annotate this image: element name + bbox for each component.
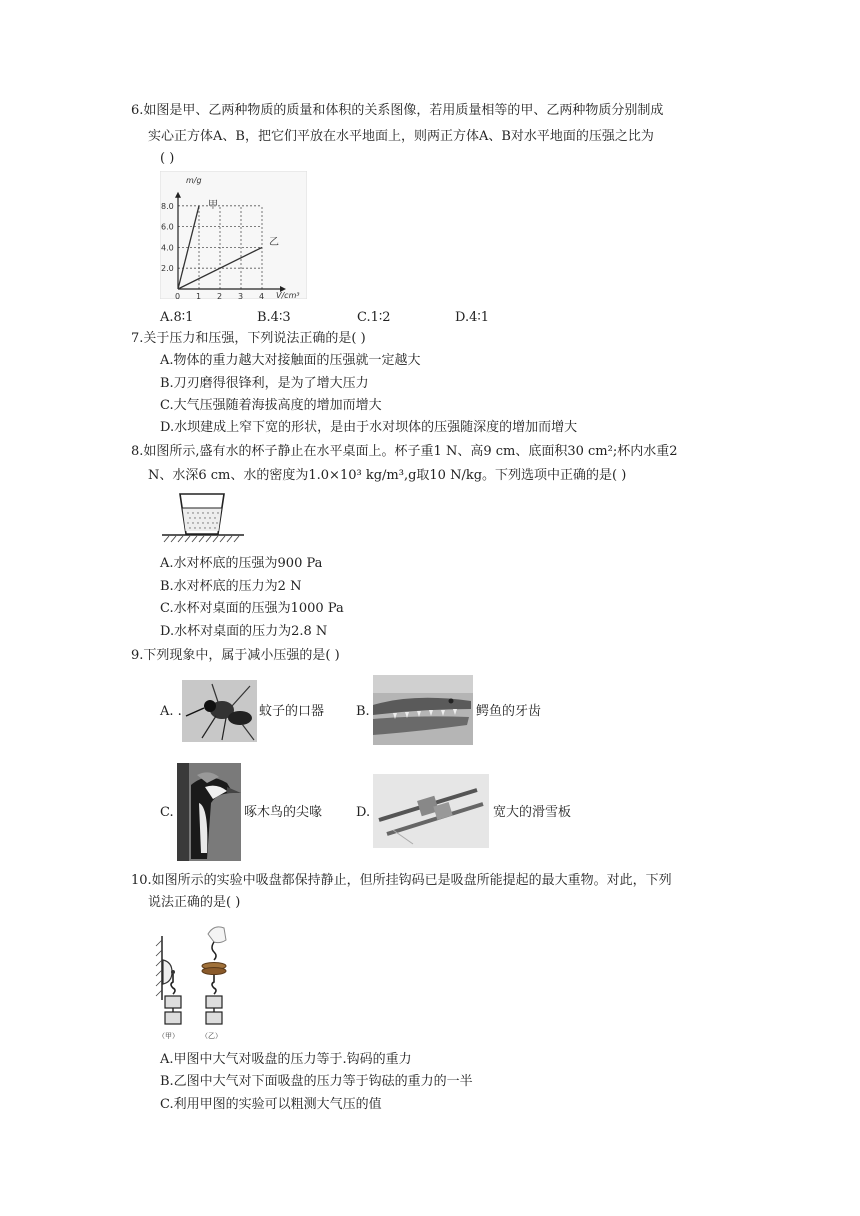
- x-axis-label: V/cm³: [276, 291, 300, 299]
- y-axis-label: m/g: [186, 176, 202, 185]
- q10-option-c: C.利用甲图的实验可以粗测大气压的值: [160, 1097, 382, 1112]
- q8-option-d: D.水杯对桌面的压力为2.8 N: [160, 624, 328, 639]
- q10-option-b: B.乙图中大气对下面吸盘的压力等于钩砝的重力的一半: [160, 1074, 473, 1089]
- q9-option-d-text: 宽大的滑雪板: [493, 805, 572, 820]
- mosquito-photo: [182, 680, 257, 742]
- q9-option-b-label: B.: [356, 704, 370, 719]
- series-label-yi: 乙: [269, 237, 279, 248]
- q10-option-a: A.甲图中大气对吸盘的压力等于.钩码的重力: [160, 1052, 412, 1067]
- q9-stem: 9.下列现象中，属于减小压强的是( ): [131, 648, 340, 663]
- x-tick-label: 2: [217, 292, 223, 299]
- q6-stem-line2: 实心正方体A、B，把它们平放在水平地面上，则两正方体A、B对水平地面的压强之比为: [148, 129, 654, 144]
- q6-option-c: C.1∶2: [357, 310, 391, 325]
- q7-option-c: C.大气压强随着海拔高度的增加而增大: [160, 398, 382, 413]
- q10-stem-line1: 10.如图所示的实验中吸盘都保持静止，但所挂钩码已是吸盘所能提起的最大重物。对此，下列: [131, 873, 672, 888]
- cup-on-table-figure: [160, 490, 246, 550]
- suction-cup-figure: [148, 922, 248, 1044]
- series-label-jia: 甲: [208, 200, 218, 211]
- q6-stem-line1: 6.如图是甲、乙两种物质的质量和体积的关系图像，若用质量相等的甲、乙两种物质分别制成: [131, 103, 664, 118]
- label-jia: （甲）: [158, 1032, 179, 1040]
- q9-option-c-label: C.: [160, 805, 174, 820]
- y-tick-label: 2.0: [161, 264, 174, 274]
- q8-option-c: C.水杯对桌面的压强为1000 Pa: [160, 601, 344, 616]
- x-tick-label: 3: [238, 292, 244, 299]
- q6-option-b: B.4∶3: [257, 310, 291, 325]
- q6-answer-blank: ( ): [160, 151, 175, 166]
- y-tick-label: 8.0: [161, 201, 174, 211]
- q8-option-b: B.水对杯底的压力为2 N: [160, 579, 302, 594]
- q8-option-a: A.水对杯底的压强为900 Pa: [160, 556, 323, 571]
- q10-stem-line2: 说法正确的是( ): [148, 895, 241, 910]
- x-tick-label: 4: [259, 292, 265, 299]
- q8-stem-line2: N、水深6 cm、水的密度为1.0×10³ kg/m³,g取10 N/kg。下列选项中正确的是( ): [148, 468, 627, 483]
- crocodile-photo: [373, 675, 473, 745]
- q6-option-d: D.4∶1: [455, 310, 490, 325]
- mass-volume-chart: [160, 171, 307, 299]
- y-tick-label: 6.0: [161, 222, 174, 232]
- y-tick-label: 4.0: [161, 243, 174, 253]
- x-tick-label: 0: [175, 292, 181, 299]
- q6-option-a: A.8∶1: [160, 310, 194, 325]
- label-yi: （乙）: [201, 1032, 222, 1040]
- q9-option-a-label: A. .: [160, 704, 182, 719]
- q7-option-b: B.刀刃磨得很锋利，是为了增大压力: [160, 376, 369, 391]
- q7-stem: 7.关于压力和压强，下列说法正确的是( ): [131, 331, 366, 346]
- q8-stem-line1: 8.如图所示,盛有水的杯子静止在水平桌面上。杯子重1 N、高9 cm、底面积30 cm²;杯内水重2: [131, 444, 678, 459]
- q9-option-b-text: 鳄鱼的牙齿: [476, 704, 542, 719]
- snowboard-photo: [373, 774, 489, 848]
- q9-option-c-text: 啄木鸟的尖喙: [244, 805, 323, 820]
- q7-option-d: D.水坝建成上窄下宽的形状，是由于水对坝体的压强随深度的增加而增大: [160, 420, 578, 435]
- q9-option-a-text: 蚊子的口器: [259, 704, 325, 719]
- woodpecker-photo: [177, 763, 241, 861]
- q9-option-d-label: D.: [356, 805, 371, 820]
- x-tick-label: 1: [196, 292, 202, 299]
- q7-option-a: A.物体的重力越大对接触面的压强就一定越大: [160, 353, 421, 368]
